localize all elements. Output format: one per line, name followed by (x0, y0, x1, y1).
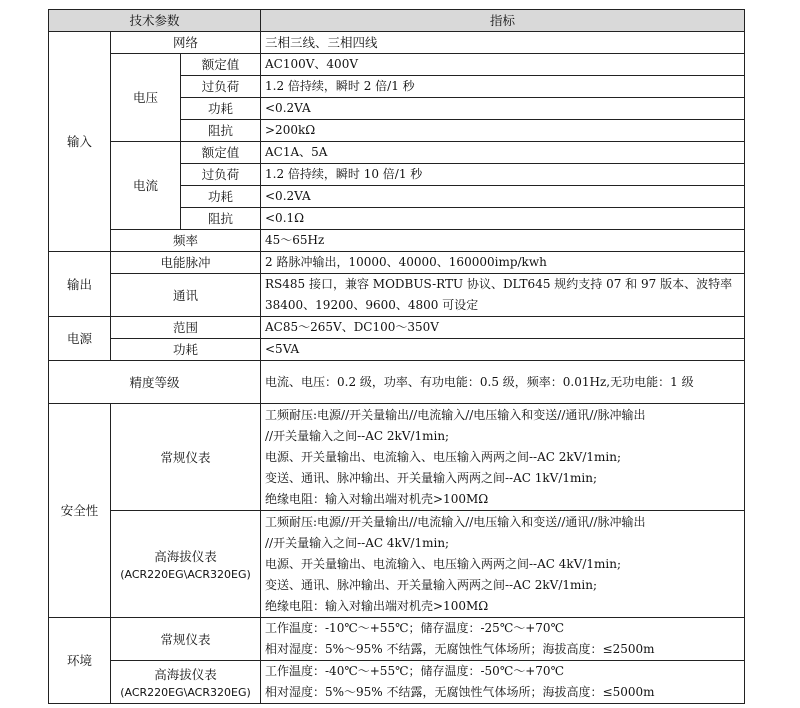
env-normal-line: 相对湿度：5%～95% 不结露，无腐蚀性气体场所；海拔高度：≤2500m (265, 642, 655, 656)
row-voltage-rated (49, 54, 745, 76)
supply-consumption-label: 功耗 (111, 339, 261, 361)
network-label: 网络 (111, 32, 261, 54)
group-output: 输出 (49, 252, 111, 317)
row-supply-range (49, 317, 745, 339)
frequency-label: 频率 (111, 230, 261, 252)
group-environment: 环境 (49, 618, 111, 704)
current-label: 电流 (111, 142, 181, 230)
safety-normal-line: 电源、开关量输出、电流输入、电压输入两两之间--AC 2kV/1min; (265, 449, 622, 464)
current-overload-label: 过负荷 (181, 164, 261, 186)
safety-normal-line: 绝缘电阻：输入对输出端对机壳>100MΩ (265, 491, 489, 506)
env-normal-line: 工作温度：-10℃～+55℃；储存温度：-25℃～+70℃ (265, 621, 564, 635)
voltage-power-label: 功耗 (181, 98, 261, 120)
safety-high-line: 绝缘电阻：输入对输出端对机壳>100MΩ (265, 598, 489, 613)
pulse-label: 电能脉冲 (111, 252, 261, 274)
header-index: 指标 (261, 10, 745, 32)
voltage-rated-value: AC100V、400V (261, 54, 745, 76)
supply-range-value: AC85～265V、DC100～350V (261, 317, 745, 339)
group-input: 输入 (49, 32, 111, 252)
current-rated-value: AC1A、5A (261, 142, 745, 164)
row-safety-high (49, 511, 745, 618)
voltage-impedance-label: 阻抗 (181, 120, 261, 142)
safety-normal-value (261, 404, 745, 511)
row-env-high (49, 661, 745, 704)
voltage-impedance-value: >200kΩ (261, 120, 745, 142)
row-pulse (49, 252, 745, 274)
safety-high-line: 变送、通讯、脉冲输出、开关量输入两两之间--AC 2kV/1min; (265, 577, 598, 592)
safety-normal-line: //开关量输入之间--AC 2kV/1min; (265, 428, 450, 443)
group-power-supply: 电源 (49, 317, 111, 361)
safety-high-value (261, 511, 745, 618)
env-high-title: 高海拔仪表 (154, 666, 217, 682)
safety-high-line: 工频耐压:电源//开关量输出//电流输入//电压输入和变送//通讯//脉冲输出 (265, 514, 646, 529)
safety-high-line: 电源、开关量输出、电流输入、电压输入两两之间--AC 4kV/1min; (265, 556, 622, 571)
current-rated-label: 额定值 (181, 142, 261, 164)
voltage-overload-label: 过负荷 (181, 76, 261, 98)
comm-label: 通讯 (111, 274, 261, 317)
env-normal-label: 常规仪表 (111, 618, 261, 661)
safety-high-models: (ACR220EG\ACR320EG) (120, 567, 251, 581)
accuracy-label: 精度等级 (49, 361, 261, 404)
supply-range-label: 范围 (111, 317, 261, 339)
row-env-normal (49, 618, 745, 661)
comm-text: RS485 接口，兼容 MODBUS-RTU 协议、DLT645 规约支持 07 和 97 版本、波特率 38400、19200、9600、4800 可设定 (265, 277, 733, 312)
voltage-rated-label: 额定值 (181, 54, 261, 76)
current-impedance-value: <0.1Ω (261, 208, 745, 230)
accuracy-value (261, 361, 745, 404)
comm-value (261, 274, 745, 317)
voltage-power-value: <0.2VA (261, 98, 745, 120)
env-high-value (261, 661, 745, 704)
env-high-line: 工作温度：-40℃～+55℃；储存温度：-50℃～+70℃ (265, 664, 564, 678)
env-high-line: 相对湿度：5%～95% 不结露，无腐蚀性气体场所；海拔高度：≤5000m (265, 685, 655, 699)
row-frequency (49, 230, 745, 252)
voltage-overload-value: 1.2 倍持续，瞬时 2 倍/1 秒 (261, 76, 745, 98)
env-high-label (111, 661, 261, 704)
current-impedance-label: 阻抗 (181, 208, 261, 230)
supply-consumption-value: <5VA (261, 339, 745, 361)
current-power-value: <0.2VA (261, 186, 745, 208)
safety-normal-line: 工频耐压:电源//开关量输出//电流输入//电压输入和变送//通讯//脉冲输出 (265, 407, 646, 422)
safety-high-label (111, 511, 261, 618)
voltage-label: 电压 (111, 54, 181, 142)
safety-high-line: //开关量输入之间--AC 4kV/1min; (265, 535, 450, 550)
safety-normal-label: 常规仪表 (111, 404, 261, 511)
row-current-rated (49, 142, 745, 164)
row-network (49, 32, 745, 54)
header-row (49, 10, 745, 32)
header-param: 技术参数 (49, 10, 261, 32)
current-power-label: 功耗 (181, 186, 261, 208)
group-safety: 安全性 (49, 404, 111, 618)
row-safety-normal (49, 404, 745, 511)
row-supply-consumption (49, 339, 745, 361)
current-overload-value: 1.2 倍持续，瞬时 10 倍/1 秒 (261, 164, 745, 186)
network-value: 三相三线、三相四线 (261, 32, 745, 54)
row-accuracy (49, 361, 745, 404)
row-comm (49, 274, 745, 317)
accuracy-text: 电流、电压：0.2 级，功率、有功电能：0.5 级，频率：0.01Hz,无功电能：1 级 (265, 374, 694, 389)
safety-high-title: 高海拔仪表 (154, 548, 217, 564)
env-normal-value (261, 618, 745, 661)
safety-normal-line: 变送、通讯、脉冲输出、开关量输入两两之间--AC 1kV/1min; (265, 470, 598, 485)
spec-table (48, 9, 745, 704)
env-high-models: (ACR220EG\ACR320EG) (120, 685, 251, 699)
pulse-value: 2 路脉冲输出，10000、40000、160000imp/kwh (261, 252, 745, 274)
frequency-value: 45～65Hz (261, 230, 745, 252)
